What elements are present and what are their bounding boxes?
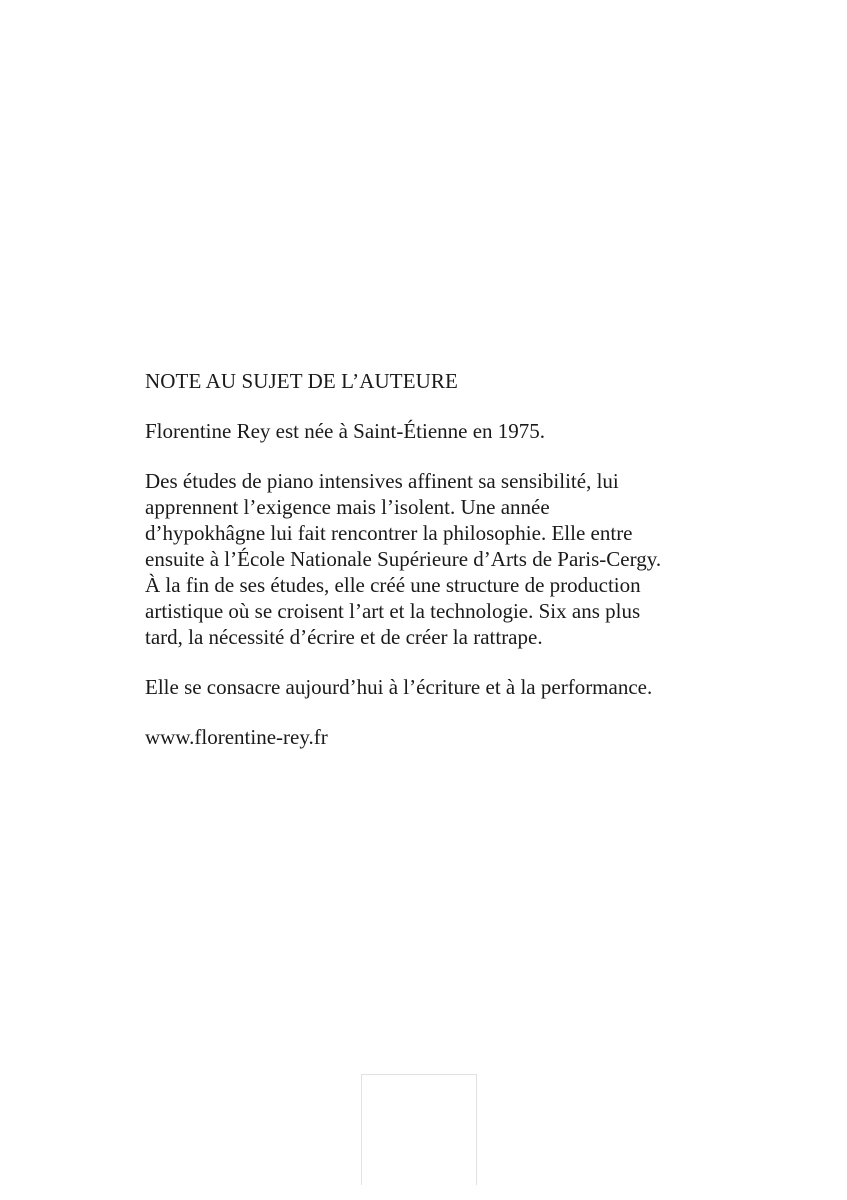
current-activity-paragraph: Elle se consacre aujourd’hui à l’écriture et à la performance. bbox=[145, 675, 653, 699]
author-note bbox=[145, 368, 725, 750]
note-title: NOTE AU SUJET DE L’AUTEURE bbox=[145, 369, 458, 393]
bio-line: Des études de piano intensives affinent sa sensibilité, lui bbox=[145, 469, 619, 493]
biography-paragraph bbox=[145, 468, 725, 650]
birth-paragraph: Florentine Rey est née à Saint-Étienne en 1975. bbox=[145, 419, 546, 443]
bio-line: tard, la nécessité d’écrire et de créer la rattrape. bbox=[145, 625, 543, 649]
bio-line: À la fin de ses études, elle créé une structure de production bbox=[145, 573, 641, 597]
bio-line: ensuite à l’École Nationale Supérieure d’Arts de Paris-Cergy. bbox=[145, 547, 662, 571]
page-footer-frame bbox=[361, 1074, 477, 1185]
bio-line: d’hypokhâgne lui fait rencontrer la philosophie. Elle entre bbox=[145, 521, 633, 545]
bio-line: artistique où se croisent l’art et la technologie. Six ans plus bbox=[145, 599, 641, 623]
website-link[interactable]: www.florentine-rey.fr bbox=[145, 725, 328, 749]
bio-line: apprennent l’exigence mais l’isolent. Une année bbox=[145, 495, 550, 519]
